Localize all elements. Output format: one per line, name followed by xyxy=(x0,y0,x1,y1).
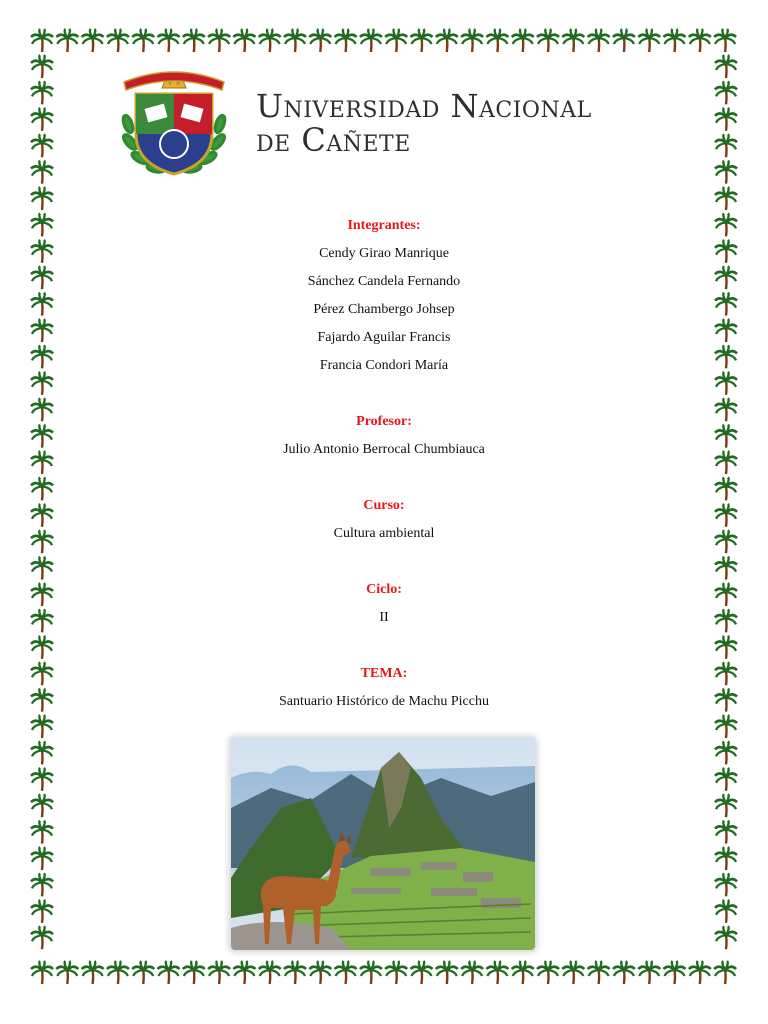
palm-tree-icon xyxy=(31,557,53,580)
palm-tree-icon xyxy=(82,961,104,984)
curso-name: Cultura ambiental xyxy=(333,526,435,541)
palm-tree-icon xyxy=(715,81,737,104)
palm-tree-icon xyxy=(385,29,407,52)
palm-tree-icon xyxy=(715,741,737,764)
palm-tree-icon xyxy=(562,961,584,984)
palm-tree-icon xyxy=(31,741,53,764)
palm-tree-icon xyxy=(31,662,53,685)
palm-col-left xyxy=(31,55,53,949)
palm-tree-icon xyxy=(31,636,53,659)
palm-tree-icon xyxy=(715,557,737,580)
palm-tree-icon xyxy=(31,926,53,949)
palm-tree-icon xyxy=(31,319,53,342)
palm-tree-icon xyxy=(259,29,281,52)
palm-tree-icon xyxy=(715,847,737,870)
palm-tree-icon xyxy=(512,29,534,52)
palm-tree-icon xyxy=(638,29,660,52)
palm-tree-icon xyxy=(486,29,508,52)
ciclo-label: Ciclo: xyxy=(366,582,402,597)
palm-tree-icon xyxy=(335,961,357,984)
palm-tree-icon xyxy=(284,29,306,52)
palm-tree-icon xyxy=(56,29,78,52)
palm-tree-icon xyxy=(31,425,53,448)
palm-tree-icon xyxy=(715,319,737,342)
palm-tree-icon xyxy=(31,689,53,712)
palm-row-bottom xyxy=(31,961,736,984)
palm-tree-icon xyxy=(31,187,53,210)
palm-tree-icon xyxy=(158,29,180,52)
palm-tree-icon xyxy=(715,451,737,474)
member-name: Francia Condori María xyxy=(319,358,449,373)
university-crest-icon xyxy=(118,64,230,178)
palm-tree-icon xyxy=(183,961,205,984)
palm-tree-icon xyxy=(588,29,610,52)
palm-tree-icon xyxy=(715,161,737,184)
palm-tree-icon xyxy=(208,29,230,52)
palm-tree-icon xyxy=(31,715,53,738)
palm-tree-icon xyxy=(613,961,635,984)
palm-tree-icon xyxy=(715,900,737,923)
member-name: Pérez Chambergo Johsep xyxy=(313,302,455,317)
palm-tree-icon xyxy=(715,715,737,738)
palm-tree-icon xyxy=(715,425,737,448)
palm-tree-icon xyxy=(31,477,53,500)
university-name-line1: Universidad Nacional xyxy=(256,87,592,125)
cover-content xyxy=(120,212,648,716)
palm-tree-icon xyxy=(132,29,154,52)
palm-tree-icon xyxy=(259,961,281,984)
palm-tree-icon xyxy=(31,768,53,791)
palm-tree-icon xyxy=(715,689,737,712)
palm-tree-icon xyxy=(689,29,711,52)
palm-tree-icon xyxy=(486,961,508,984)
palm-tree-icon xyxy=(512,961,534,984)
profesor-name: Julio Antonio Berrocal Chumbiauca xyxy=(283,442,485,457)
palm-tree-icon xyxy=(31,134,53,157)
palm-tree-icon xyxy=(715,821,737,844)
palm-tree-icon xyxy=(715,504,737,527)
palm-tree-icon xyxy=(714,29,736,52)
palm-tree-icon xyxy=(461,961,483,984)
palm-tree-icon xyxy=(411,961,433,984)
palm-tree-icon xyxy=(208,961,230,984)
palm-tree-icon xyxy=(638,961,660,984)
palm-tree-icon xyxy=(233,961,255,984)
ciclo-value: II xyxy=(379,610,389,625)
member-name: Sánchez Candela Fernando xyxy=(307,274,461,289)
palm-tree-icon xyxy=(31,29,53,52)
palm-tree-icon xyxy=(715,345,737,368)
palm-tree-icon xyxy=(461,29,483,52)
palm-tree-icon xyxy=(715,213,737,236)
palm-tree-icon xyxy=(31,583,53,606)
palm-tree-icon xyxy=(664,961,686,984)
palm-tree-icon xyxy=(715,477,737,500)
integrantes-label: Integrantes: xyxy=(347,218,421,233)
palm-tree-icon xyxy=(537,29,559,52)
palm-tree-icon xyxy=(132,961,154,984)
palm-tree-icon xyxy=(309,29,331,52)
palm-tree-icon xyxy=(56,961,78,984)
palm-tree-icon xyxy=(233,29,255,52)
curso-label: Curso: xyxy=(363,498,405,513)
palm-tree-icon xyxy=(613,29,635,52)
palm-tree-icon xyxy=(31,161,53,184)
palm-tree-icon xyxy=(715,55,737,78)
palm-tree-icon xyxy=(107,961,129,984)
palm-tree-icon xyxy=(715,187,737,210)
palm-tree-icon xyxy=(31,240,53,263)
palm-tree-icon xyxy=(31,345,53,368)
palm-tree-icon xyxy=(31,372,53,395)
palm-tree-icon xyxy=(107,29,129,52)
profesor-label: Profesor: xyxy=(356,414,412,429)
palm-tree-icon xyxy=(31,451,53,474)
palm-tree-icon xyxy=(31,609,53,632)
palm-tree-icon xyxy=(715,108,737,131)
palm-tree-icon xyxy=(715,398,737,421)
palm-tree-icon xyxy=(562,29,584,52)
palm-tree-icon xyxy=(31,821,53,844)
palm-tree-icon xyxy=(31,293,53,316)
palm-tree-icon xyxy=(436,961,458,984)
tema-label: TEMA: xyxy=(360,666,408,681)
palm-tree-icon xyxy=(689,961,711,984)
palm-col-right xyxy=(715,55,737,949)
machu-picchu-illustration xyxy=(231,738,535,950)
palm-tree-icon xyxy=(335,29,357,52)
palm-tree-icon xyxy=(31,504,53,527)
palm-tree-icon xyxy=(715,768,737,791)
member-name: Fajardo Aguilar Francis xyxy=(317,330,451,345)
palm-tree-icon xyxy=(715,873,737,896)
tema-value: Santuario Histórico de Machu Picchu xyxy=(279,694,489,709)
palm-tree-icon xyxy=(31,55,53,78)
member-name: Cendy Girao Manrique xyxy=(319,246,449,261)
palm-tree-icon xyxy=(31,81,53,104)
palm-tree-icon xyxy=(715,240,737,263)
palm-tree-icon xyxy=(284,961,306,984)
palm-tree-icon xyxy=(31,213,53,236)
palm-tree-icon xyxy=(31,900,53,923)
palm-tree-icon xyxy=(411,29,433,52)
palm-tree-icon xyxy=(714,961,736,984)
palm-tree-icon xyxy=(715,293,737,316)
palm-tree-icon xyxy=(31,847,53,870)
palm-tree-icon xyxy=(309,961,331,984)
palm-tree-icon xyxy=(31,873,53,896)
palm-tree-icon xyxy=(588,961,610,984)
university-name-line2: de Cañete xyxy=(256,121,411,159)
palm-tree-icon xyxy=(31,266,53,289)
palm-tree-icon xyxy=(715,266,737,289)
palm-tree-icon xyxy=(715,794,737,817)
university-name xyxy=(256,87,592,159)
palm-tree-icon xyxy=(31,530,53,553)
palm-tree-icon xyxy=(82,29,104,52)
palm-tree-icon xyxy=(183,29,205,52)
palm-tree-icon xyxy=(715,134,737,157)
palm-tree-icon xyxy=(385,961,407,984)
palm-tree-icon xyxy=(715,530,737,553)
palm-tree-icon xyxy=(31,961,53,984)
palm-tree-icon xyxy=(360,29,382,52)
palm-tree-icon xyxy=(715,926,737,949)
university-header xyxy=(118,64,678,184)
palm-tree-icon xyxy=(31,398,53,421)
palm-tree-icon xyxy=(537,961,559,984)
palm-tree-icon xyxy=(436,29,458,52)
palm-tree-icon xyxy=(715,609,737,632)
palm-tree-icon xyxy=(664,29,686,52)
palm-tree-icon xyxy=(31,794,53,817)
palm-tree-icon xyxy=(715,636,737,659)
palm-row-top xyxy=(31,29,736,52)
palm-tree-icon xyxy=(158,961,180,984)
palm-tree-icon xyxy=(715,372,737,395)
palm-tree-icon xyxy=(31,108,53,131)
palm-tree-icon xyxy=(715,583,737,606)
machu-picchu-photo xyxy=(231,738,535,950)
palm-tree-icon xyxy=(360,961,382,984)
palm-tree-icon xyxy=(715,662,737,685)
